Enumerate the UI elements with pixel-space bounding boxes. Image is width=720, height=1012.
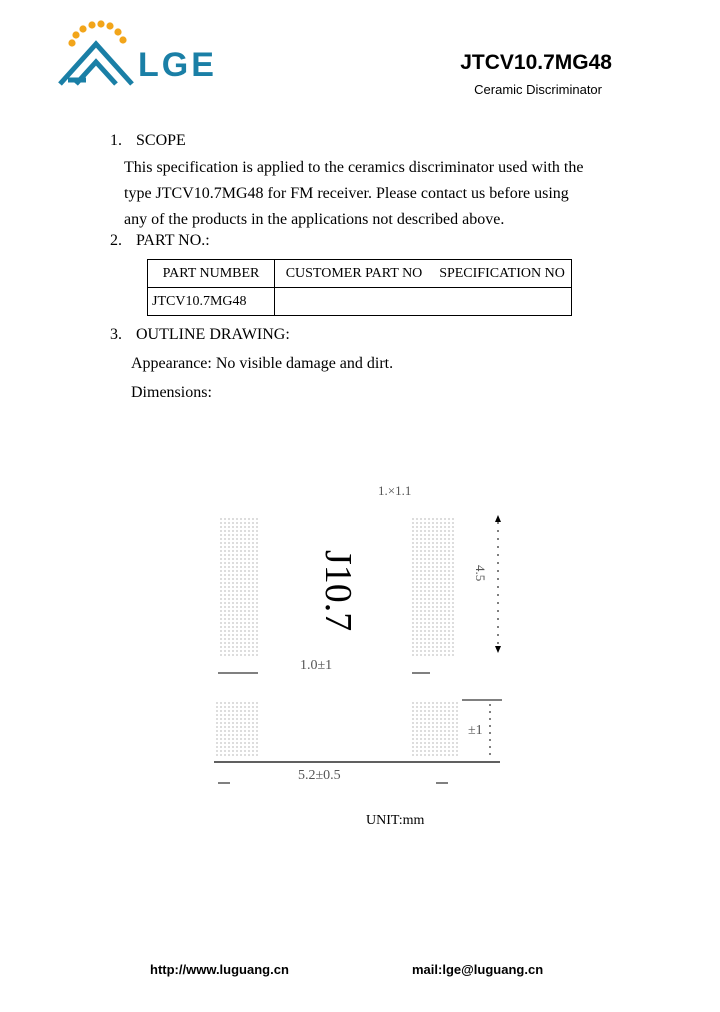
- table-cell: JTCV10.7MG48: [148, 288, 275, 316]
- table-header-row: [148, 260, 572, 288]
- part-number-table: [147, 259, 572, 316]
- terminal-right-lower: [412, 700, 458, 756]
- scope-line: any of the products in the applications not described above.: [124, 211, 505, 228]
- terminal-right-upper: [412, 518, 456, 656]
- component-marking: J10.7: [317, 550, 359, 632]
- logo-text: LGE: [138, 46, 217, 84]
- table-header-cell: PART NUMBER: [148, 260, 275, 288]
- table-header-cell: CUSTOMER PART NO: [275, 260, 434, 288]
- arrow-up-icon: [495, 515, 501, 522]
- section-partno-heading: [110, 233, 210, 249]
- section-number: 3.: [110, 326, 122, 343]
- section-number: 1.: [110, 132, 122, 149]
- section-number: 2.: [110, 232, 122, 249]
- section-title: SCOPE: [136, 132, 186, 149]
- dim-lead-label: ±1: [468, 723, 483, 738]
- section-title: OUTLINE DRAWING:: [136, 326, 290, 343]
- footer-website-link[interactable]: http://www.luguang.cn: [150, 962, 289, 977]
- outline-drawing: [200, 470, 520, 800]
- terminal-left-upper: [220, 518, 260, 656]
- part-title: JTCV10.7MG48: [460, 51, 612, 74]
- section-scope-heading: [110, 133, 186, 149]
- arrow-down-icon: [495, 646, 501, 653]
- table-row: [148, 288, 572, 316]
- subtitle: Ceramic Discriminator: [474, 82, 602, 97]
- table-header-cell: SPECIFICATION NO: [433, 260, 572, 288]
- footer-email-link[interactable]: mail:lge@luguang.cn: [412, 962, 544, 977]
- dim-top-label: 1.×1.1: [378, 483, 412, 498]
- dim-height-label: 4.5: [473, 565, 488, 582]
- table-cell: [275, 288, 572, 316]
- dimensions-label: Dimensions:: [131, 384, 212, 401]
- terminal-left-lower: [216, 700, 258, 756]
- dim-body-label: 1.0±1: [300, 658, 333, 673]
- section-title: PART NO.:: [136, 232, 210, 249]
- section-outline-heading: [110, 327, 290, 343]
- scope-paragraph: [124, 155, 583, 233]
- appearance-text: Appearance: No visible damage and dirt.: [131, 355, 394, 372]
- logo-triangle-icon: [60, 44, 132, 84]
- dim-total-label: 5.2±0.5: [298, 768, 341, 783]
- unit-label: UNIT:mm: [366, 813, 425, 828]
- scope-line: This specification is applied to the ceramics discriminator used with the: [124, 159, 584, 176]
- scope-line: type JTCV10.7MG48 for FM receiver. Please contact us before using: [124, 185, 569, 202]
